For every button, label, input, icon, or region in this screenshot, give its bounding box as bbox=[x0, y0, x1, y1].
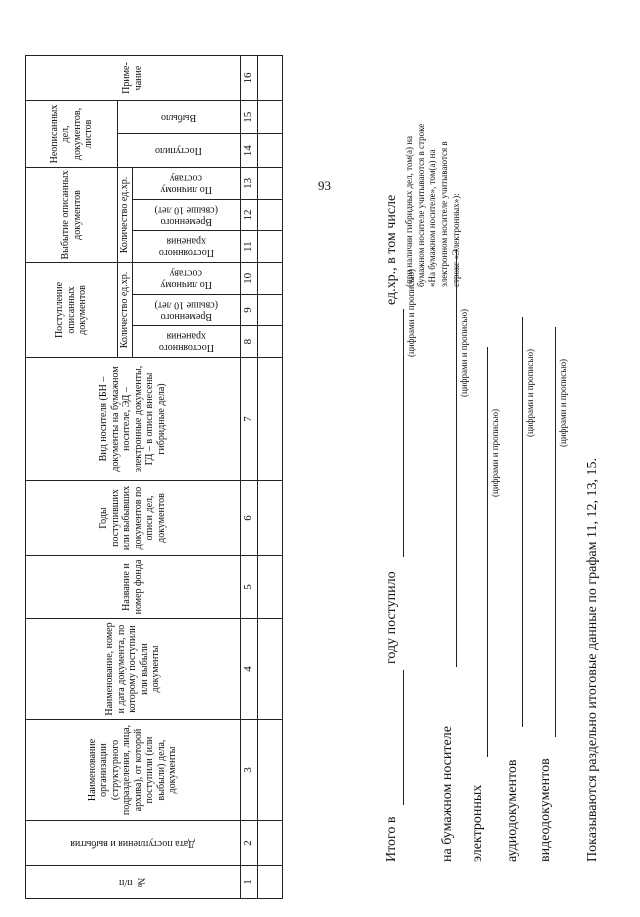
col-num: 11 bbox=[240, 231, 257, 263]
register-table bbox=[25, 55, 283, 899]
audio-caption: (цифрами и прописью) bbox=[525, 348, 535, 437]
paper-line bbox=[456, 249, 457, 667]
in-qty-header: Количество ед.хр. bbox=[118, 263, 133, 358]
in-temp-header: Временного (свыше 10 лет) bbox=[154, 299, 218, 322]
col-num: 12 bbox=[240, 199, 257, 231]
video-label: видеодокументов bbox=[538, 758, 553, 862]
audio-line bbox=[522, 317, 523, 727]
col-num: 1 bbox=[240, 866, 257, 899]
column-numbers-row bbox=[240, 56, 257, 899]
col-note-header: Приме- чание bbox=[26, 56, 241, 101]
col-unl-header: Неописанных дел, документов, листов bbox=[26, 101, 118, 168]
col-num: 4 bbox=[240, 619, 257, 720]
col-out-header: Выбытие описанных документов bbox=[26, 168, 118, 263]
col-fond-header: Название и номер фонда bbox=[26, 556, 241, 619]
audio-label: аудиодокументов bbox=[505, 759, 520, 862]
col-date-header: Дата поступления и выбытия bbox=[70, 837, 196, 849]
col-num: 2 bbox=[240, 821, 257, 866]
in-staff-header: По личному составу bbox=[160, 267, 212, 290]
unl-left-header: Выбыло bbox=[161, 112, 197, 123]
col-years-header: Годы поступивших или выбывших документов по описи дел, документов bbox=[26, 481, 241, 556]
col-no-header: № п/п bbox=[119, 876, 147, 888]
unl-recv-header: Поступило bbox=[155, 145, 203, 157]
col-doc-header: Наименование, номер и дата документа, по которому поступили или выбыли документы bbox=[26, 619, 241, 720]
total-caption: (цифрами и прописью) bbox=[406, 268, 416, 357]
col-num: 14 bbox=[240, 134, 257, 168]
col-num: 15 bbox=[240, 101, 257, 135]
col-num: 10 bbox=[240, 263, 257, 295]
col-num: 3 bbox=[240, 720, 257, 821]
video-line bbox=[555, 327, 556, 737]
col-num: 8 bbox=[240, 326, 257, 358]
table-row bbox=[257, 56, 282, 899]
paper-label: на бумажном носителе bbox=[440, 726, 455, 862]
col-num: 13 bbox=[240, 168, 257, 200]
year-label: году поступило bbox=[384, 571, 399, 664]
col-num: 7 bbox=[240, 358, 257, 481]
out-qty-header: Количество ед.хр. bbox=[118, 168, 133, 263]
units-note: (при наличии гибридных дел, том(а) на бумажном носителе учитываются в строке «На бумажном носителе», том(а) на электронном носителе учитываются в строке «Электронных»): bbox=[404, 123, 461, 287]
electronic-label: электронных bbox=[470, 784, 485, 862]
paper-caption: (цифрами и прописью) bbox=[459, 308, 469, 397]
in-perm-header: Постоянного хранения bbox=[158, 330, 214, 354]
col-org-header: Наименование организации (структурного подразделения, лица, архива), от которой поступили (или выбыли) дела, документы bbox=[26, 720, 241, 821]
electronic-line bbox=[487, 347, 488, 757]
col-media-header: Вид носителя (БН – документы на бумажном носителе, ЭД – электронные документы, ГД – в описи внесены гибридные дела) bbox=[26, 358, 241, 481]
footer-note: Показываются раздельно итоговые данные по графам 11, 12, 13, 15. bbox=[585, 458, 600, 862]
col-num: 9 bbox=[240, 294, 257, 326]
total-blank-line bbox=[403, 309, 404, 557]
out-temp-header: Временного (свыше 10 лет) bbox=[154, 204, 218, 227]
video-caption: (цифрами и прописью) bbox=[558, 358, 568, 447]
total-label: Итого в bbox=[384, 816, 399, 862]
col-in-header: Поступление описанных документов bbox=[26, 263, 118, 358]
electronic-caption: (цифрами и прописью) bbox=[490, 408, 500, 497]
col-num: 5 bbox=[240, 556, 257, 619]
col-num: 16 bbox=[240, 56, 257, 101]
col-num: 6 bbox=[240, 481, 257, 556]
page-number: 93 bbox=[318, 178, 331, 193]
out-staff-header: По личному составу bbox=[160, 172, 212, 195]
out-perm-header: Постоянного хранения bbox=[158, 235, 214, 259]
year-blank-line bbox=[403, 670, 404, 805]
units-label: ед.хр., в том числе bbox=[384, 194, 399, 305]
